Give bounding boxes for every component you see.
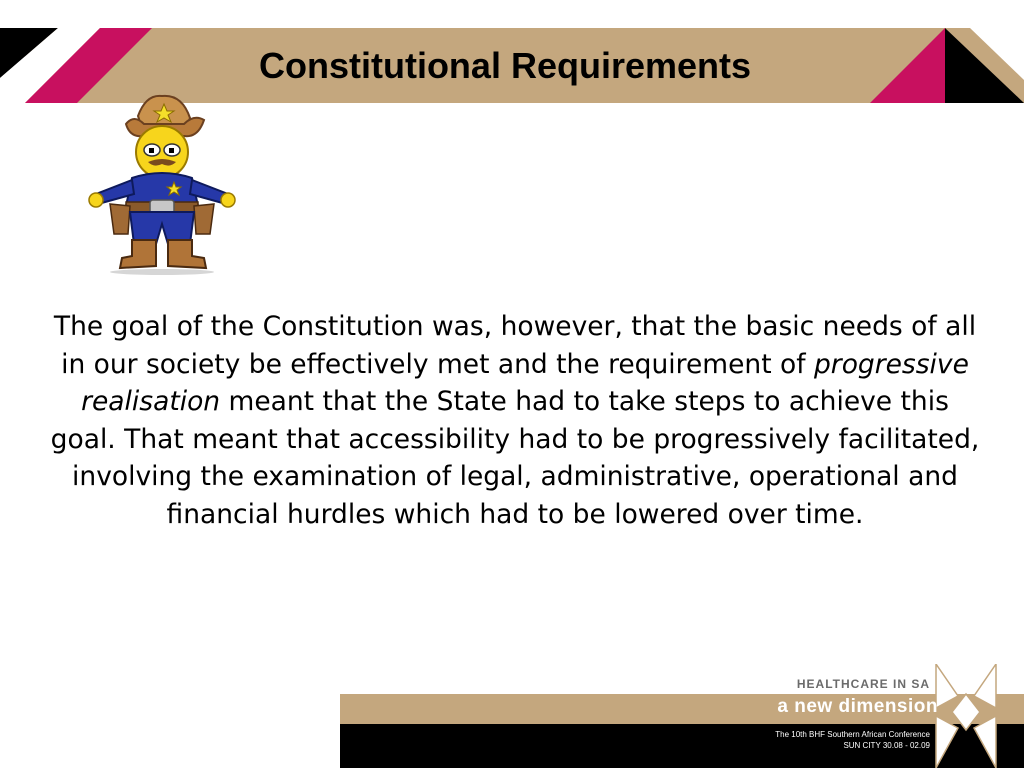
footer-branding (340, 664, 1024, 768)
footer-conference-line: The 10th BHF Southern African Conference (775, 730, 930, 739)
slide-body-paragraph (50, 308, 980, 533)
sheriff-cowboy-clipart (86, 94, 238, 276)
footer-tagline-top: HEALTHCARE IN SA (796, 677, 930, 691)
body-text-italic-term: progressive realisation (81, 348, 969, 417)
body-text-lead: The goal of the Constitution was, however, that the basic needs of all in our society be effectively met and the requirement of (53, 311, 977, 380)
body-text-rest: meant that the State had to take steps to achieve this goal. That meant that accessibility had to be progressively facilitated, involving the examination of legal, administrative, operational and financial hurdles which had to be lowered over time. (50, 386, 980, 530)
footer-location-line: SUN CITY 30.08 - 02.09 (843, 741, 930, 750)
footer-tagline-main: a new dimension (777, 696, 938, 717)
slide-title: Constitutional Requirements (258, 44, 752, 86)
